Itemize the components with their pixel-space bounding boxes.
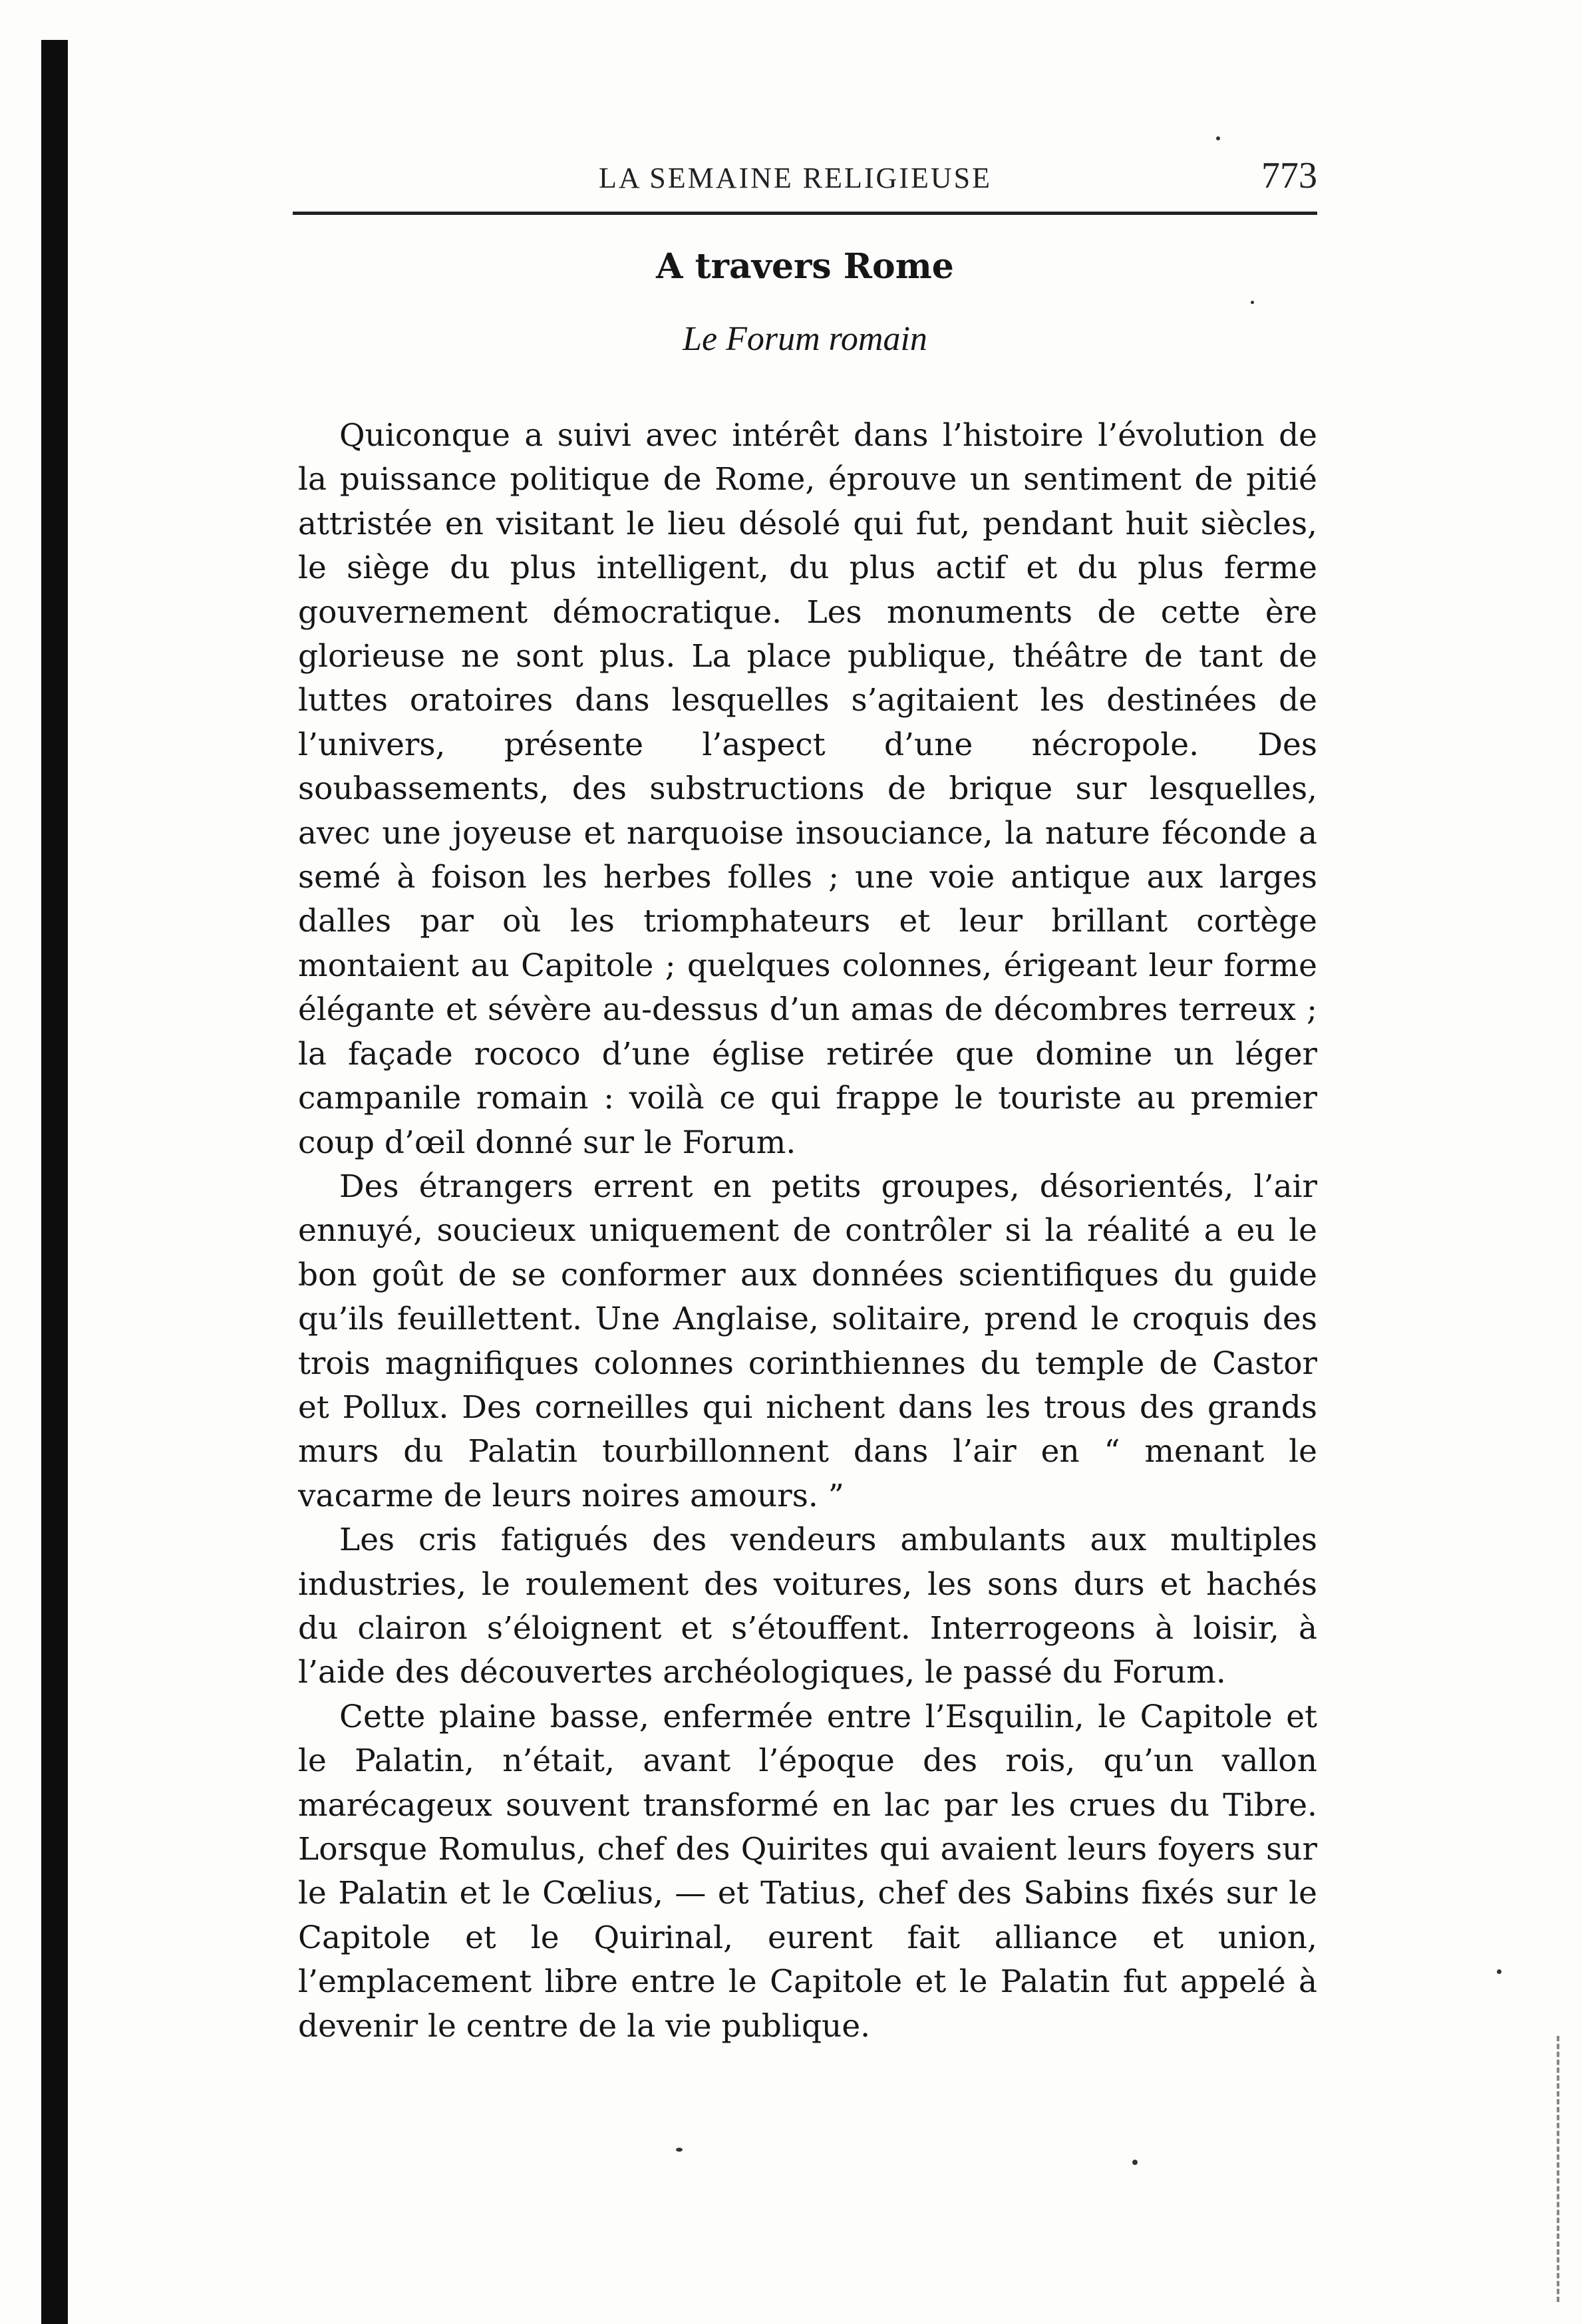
running-header <box>293 154 1317 215</box>
book-spine-shadow <box>41 40 68 2324</box>
paragraph: Quiconque a suivi avec intérêt dans l’histoire l’évolution de la puissance politique de Rome, éprouve un sentiment de pitié attristée en visitant le lieu désolé qui fut, pendant huit siècles, le siège du plus intelligent, du plus actif et du plus ferme gouvernement démocratique. Les monuments de cette ère glorieuse ne sont plus. La place publique, théâtre de tant de luttes oratoires dans lesquelles s’agitaient les destinées de l’univers, présente l’aspect d’une nécropole. Des soubassements, des substructions de brique sur lesquelles, avec une joyeuse et narquoise insouciance, la nature féconde a semé à foison les herbes folles ; une voie antique aux larges dalles par où les triomphateurs et leur brillant cortège montaient au Capitole ; quelques colonnes, érigeant leur forme élégante et sévère au-dessus d’un amas de décombres terreux ; la façade rococo d’une église retirée que domine un léger campanile romain : voilà ce qui frappe le touriste au premier coup d’œil donné sur le Forum. <box>298 417 1317 1161</box>
paragraph: Des étrangers errent en petits groupes, désorientés, l’air ennuyé, soucieux uniquement de contrôler si la réalité a eu le bon goût de se conformer aux données scientifiques du guide qu’ils feuillettent. Une Anglaise, solitaire, prend le croquis des trois magnifiques colonnes corinthiennes du temple de Castor et Pollux. Des corneilles qui nichent dans les trous des grands murs du Palatin tourbillonnent dans l’air en “ menant le vacarme de leurs noires amours. ” <box>298 1168 1317 1514</box>
print-speck <box>1216 136 1220 140</box>
article-title: A travers Rome <box>656 246 954 287</box>
print-speck <box>1132 2160 1138 2165</box>
print-speck <box>1497 1969 1502 1974</box>
running-title: LA SEMAINE RELIGIEUSE <box>599 162 992 194</box>
print-speck <box>1251 301 1254 304</box>
article-body <box>298 414 1317 2049</box>
page-edge-mark <box>1557 2036 1562 2302</box>
paragraph: Les cris fatigués des vendeurs ambulants aux multiples industries, le roulement des voitures, les sons durs et hachés du clairon s’éloignent et s’étouffent. Interrogeons à loisir, à l’aide des découvertes archéologiques, le passé du Forum. <box>298 1522 1317 1691</box>
article-subtitle: Le Forum romain <box>683 320 927 358</box>
paragraph: Cette plaine basse, enfermée entre l’Esquilin, le Capitole et le Palatin, n’était, avant l’époque des rois, qu’un vallon marécageux souvent transformé en lac par les crues du Tibre. Lorsque Romulus, chef des Quirites qui avaient leurs foyers sur le Palatin et le Cœlius, — et Tatius, chef des Sabins fixés sur le Capitole et le Quirinal, eurent fait alliance et union, l’emplacement libre entre le Capitole et le Palatin fut appelé à devenir le centre de la vie publique. <box>298 1698 1317 2045</box>
page-number: 773 <box>1261 155 1317 196</box>
print-speck <box>676 2148 683 2152</box>
